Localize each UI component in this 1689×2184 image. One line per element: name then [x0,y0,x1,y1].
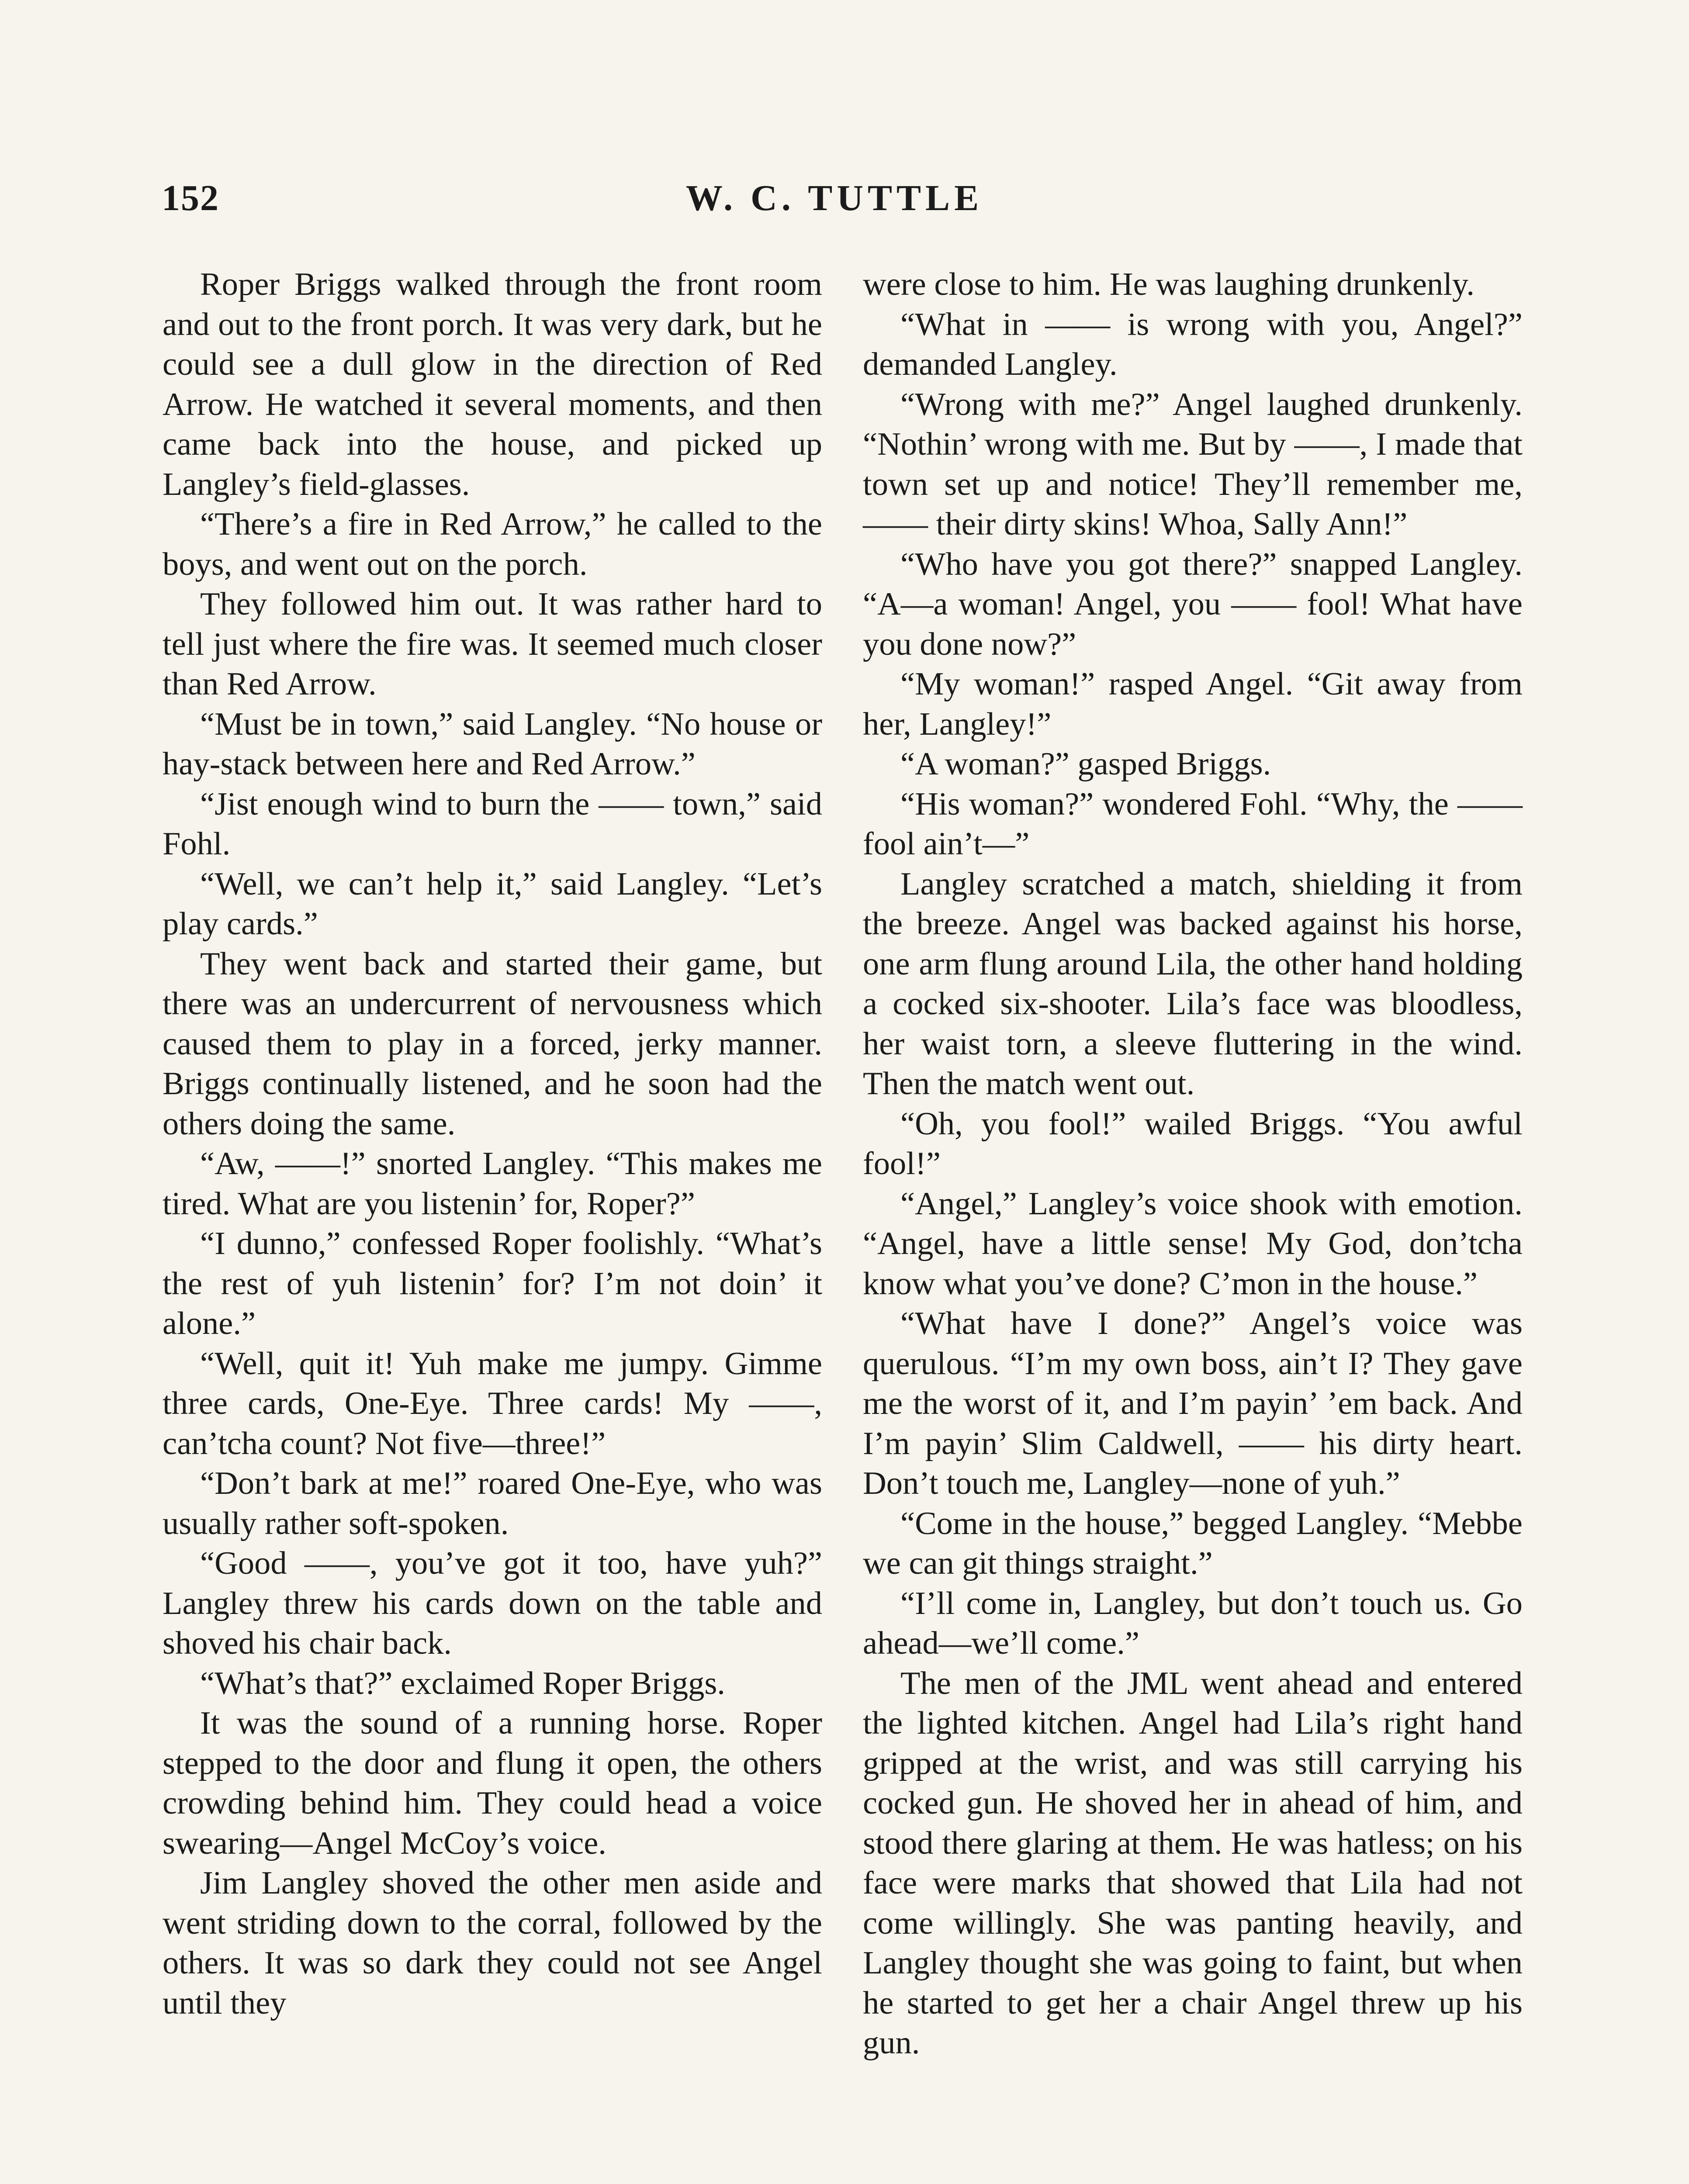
paragraph: Jim Langley shoved the other men aside and went striding down to the corral, followed by the others. It was so dark they could not see Angel until they [163,1865,822,2021]
paragraph: “Well, we can’t help it,” said Langley. “Let’s play cards.” [163,866,822,942]
page-header [162,177,1525,229]
page-number: 152 [162,178,219,218]
paragraph: “Well, quit it! Yuh make me jumpy. Gimme three cards, One-Eye. Three cards! My ——, can’tcha count? Not five—three!” [163,1345,822,1462]
paragraph: “Wrong with me?” Angel laughed drunkenly. “Nothin’ wrong with me. But by ——, I made that town set up and notice! They’ll remember me, —— their dirty skins! Whoa, Sally Ann!” [863,386,1523,542]
paragraph-continuation: were close to him. He was laughing drunkenly. [863,266,1474,302]
paragraph: “What have I done?” Angel’s voice was querulous. “I’m my own boss, ain’t I? They gave me the worst of it, and I’m payin’ ’em back. And I’m payin’ Slim Caldwell, —— his dirty heart. Don’t touch me, Langley—none of yuh.” [863,1306,1523,1501]
paragraph: “Good ——, you’ve got it too, have yuh?” Langley threw his cards down on the table and shoved his chair back. [163,1545,822,1661]
paragraph: “Jist enough wind to burn the —— town,” said Fohl. [163,786,822,862]
paragraph: “Oh, you fool!” wailed Briggs. “You awful fool!” [863,1106,1523,1182]
paragraph: “I dunno,” confessed Roper foolishly. “What’s the rest of yuh listenin’ for? I’m not doin’ it alone.” [163,1226,822,1341]
paragraph: They went back and started their game, but there was an undercurrent of nervousness which caused them to play in a forced, jerky manner. Briggs continually listened, and he soon had the others doing the same. [163,946,822,1142]
paragraph: “His woman?” wondered Fohl. “Why, the —— fool ain’t—” [863,786,1523,862]
paragraph: “Come in the house,” begged Langley. “Mebbe we can git things straight.” [863,1505,1523,1581]
running-head: W. C. TUTTLE [685,178,983,218]
paragraph: Langley scratched a match, shielding it from the breeze. Angel was backed against his horse, one arm flung around Lila, the other hand holding a cocked six-shooter. Lila’s face was bloodless, her waist torn, a sleeve fluttering in the wind. Then the match went out. [863,866,1523,1102]
paragraph: “There’s a fire in Red Arrow,” he called to the boys, and went out on the porch. [163,506,822,582]
left-column [163,265,822,2023]
paragraph: “My woman!” rasped Angel. “Git away from her, Langley!” [863,666,1523,742]
paragraph: “A woman?” gasped Briggs. [900,746,1271,782]
paragraph: They followed him out. It was rather hard to tell just where the fire was. It seemed much closer than Red Arrow. [163,586,822,702]
paragraph: “What in —— is wrong with you, Angel?” demanded Langley. [863,306,1523,382]
paragraph: “Don’t bark at me!” roared One-Eye, who was usually rather soft-spoken. [163,1465,822,1541]
paragraph: “Who have you got there?” snapped Langley. “A—a woman! Angel, you —— fool! What have you done now?” [863,546,1523,662]
paragraph: “What’s that?” exclaimed Roper Briggs. [200,1665,725,1701]
paragraph: “Angel,” Langley’s voice shook with emotion. “Angel, have a little sense! My God, don’tcha know what you’ve done? C’mon in the house.” [863,1185,1523,1302]
paragraph: Roper Briggs walked through the front room and out to the front porch. It was very dark, but he could see a dull glow in the direction of Red Arrow. He watched it several moments, and then came back into the house, and picked up Langley’s field-glasses. [163,266,822,502]
paragraph: The men of the JML went ahead and entered the lighted kitchen. Angel had Lila’s right hand gripped at the wrist, and was still carrying his cocked gun. He shoved her in ahead of him, and stood there glaring at them. He was hatless; on his face were marks that showed that Lila had not come willingly. She was panting heavily, and Langley thought she was going to faint, but when he started to get her a chair Angel threw up his gun. [863,1665,1523,2061]
paragraph: “Aw, ——!” snorted Langley. “This makes me tired. What are you listenin’ for, Roper?” [163,1146,822,1222]
paragraph: “Must be in town,” said Langley. “No house or hay-stack between here and Red Arrow.” [163,706,822,782]
paragraph: “I’ll come in, Langley, but don’t touch us. Go ahead—we’ll come.” [863,1585,1523,1661]
paragraph: It was the sound of a running horse. Roper stepped to the door and flung it open, the others crowding behind him. They could head a voice swearing—Angel McCoy’s voice. [163,1705,822,1861]
right-column [863,265,1523,2063]
